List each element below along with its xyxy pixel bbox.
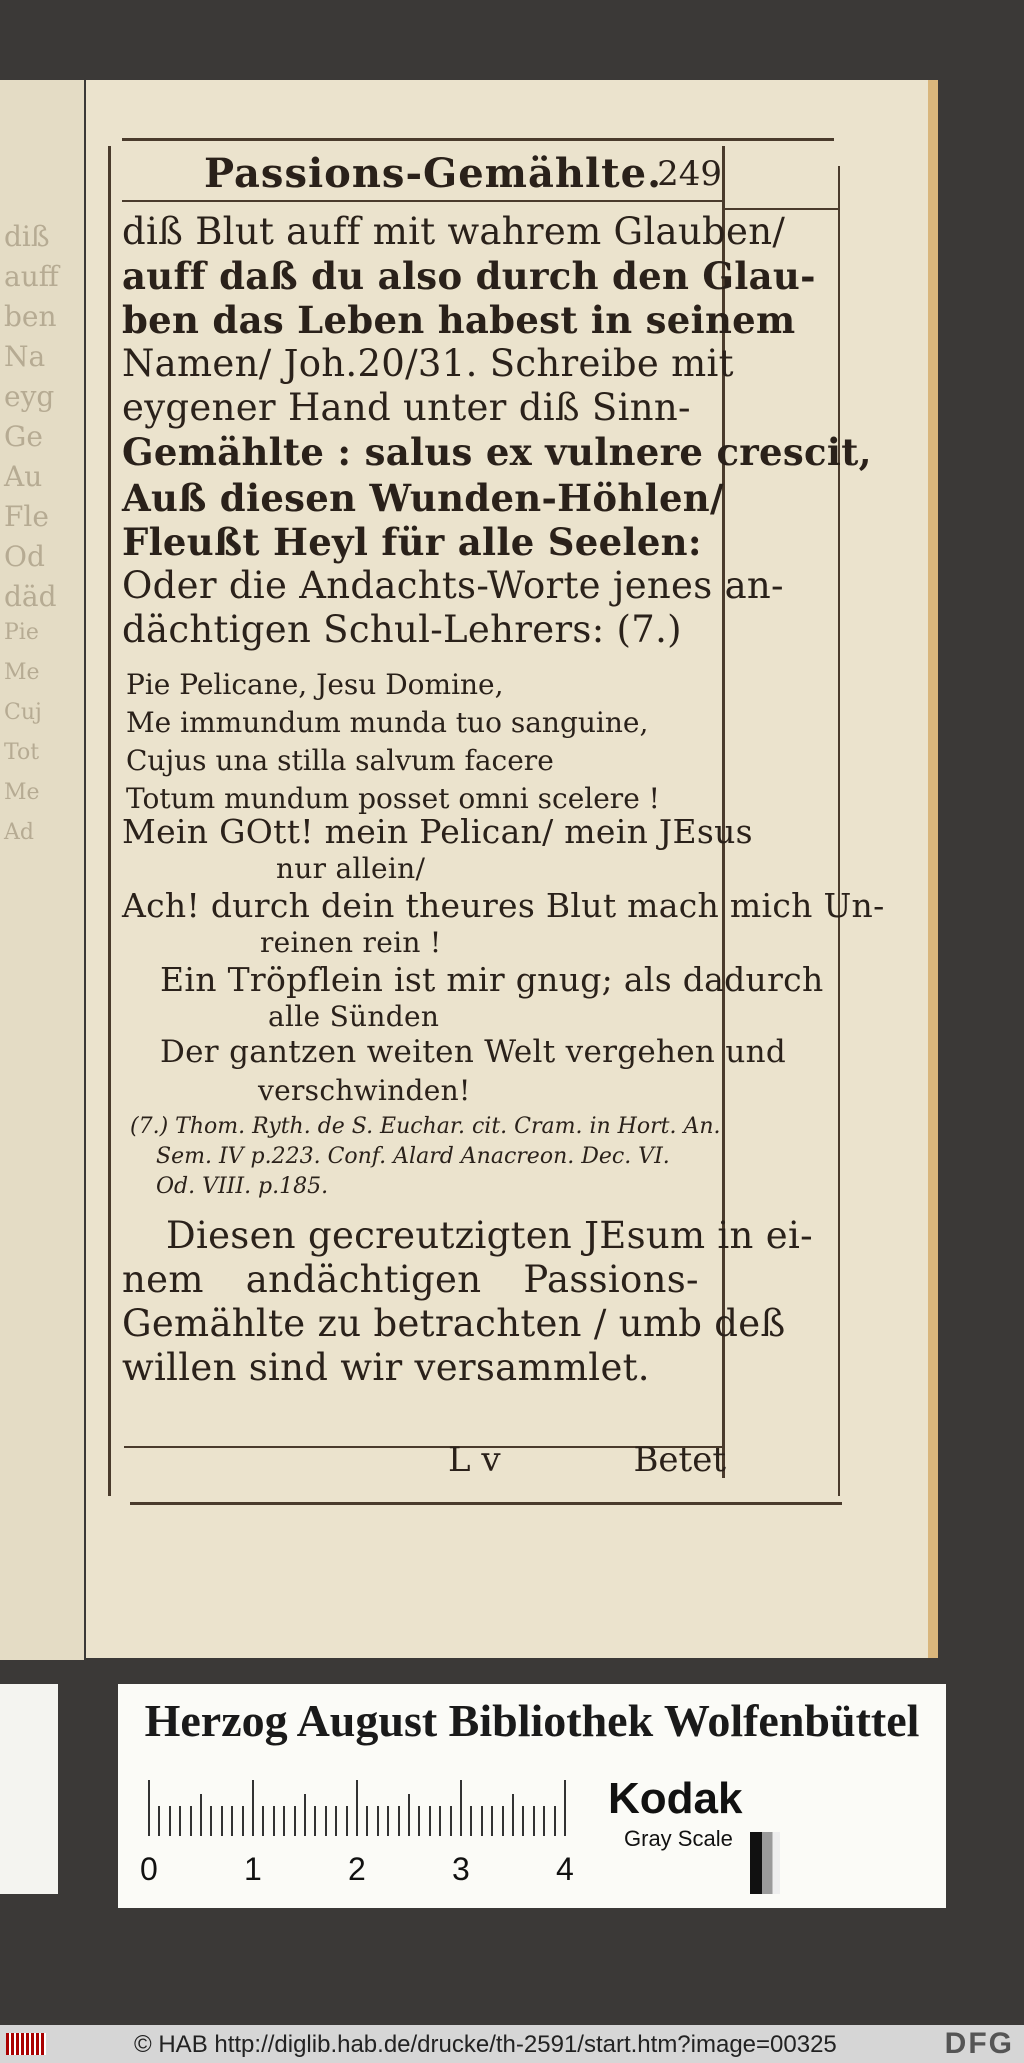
german-verse-line: alle Sünden: [268, 1000, 440, 1033]
body-line: diß Blut auff mit wahrem Glauben/: [122, 210, 786, 253]
facing-page-fragment: Au: [4, 460, 43, 493]
german-verse-line: Der gantzen weiten Welt vergehen und: [160, 1034, 787, 1070]
ruler-tick: [335, 1806, 337, 1836]
ruler-tick: [512, 1794, 514, 1836]
ruler-tick: [190, 1806, 192, 1836]
facing-page-fragment: Cuj: [4, 700, 42, 725]
closing-line: willen sind wir versammlet.: [122, 1346, 650, 1389]
ruler-tick: [273, 1806, 275, 1836]
body-line: ben das Leben habest in seinem: [122, 298, 796, 342]
closing-line: Gemählte zu betrachten / umb deß: [122, 1302, 786, 1345]
running-head: [118, 148, 730, 202]
ruler-tick: [325, 1806, 327, 1836]
facing-page-fragment: Na: [4, 340, 46, 373]
german-verse-line: Ach! durch dein theures Blut mach mich Un-: [122, 886, 885, 925]
ruler-tick: [242, 1806, 244, 1836]
ruler-tick: [460, 1780, 462, 1836]
frame-left-rule: [108, 146, 111, 1496]
ruler-tick: [169, 1806, 171, 1836]
facing-page-fragment: Me: [4, 660, 40, 685]
running-head-title: Passions-Gemählte.: [204, 150, 663, 197]
german-verse-line: Ein Tröpflein ist mir gnug; als dadurch: [160, 960, 824, 999]
german-verse-line: verschwinden!: [258, 1074, 471, 1107]
ruler-tick: [304, 1794, 306, 1836]
body-line: eygener Hand unter diß Sinn-: [122, 386, 691, 429]
page-footer-line: [118, 1440, 730, 1480]
german-verse-line: reinen rein !: [260, 926, 442, 959]
body-line: Namen/ Joh.20/31. Schreibe mit: [122, 342, 734, 385]
ruler-tick: [481, 1806, 483, 1836]
facing-page-fragment: Pie: [4, 620, 39, 645]
ruler-tick: [377, 1806, 379, 1836]
facing-page-fragment: Ad: [4, 820, 34, 845]
ruler-tick: [398, 1806, 400, 1836]
facing-page-fragment: diß: [4, 220, 50, 253]
ruler-number: 2: [348, 1851, 366, 1887]
previous-color-target-edge: [0, 1684, 58, 1894]
footnote-line: Sem. IV p.223. Conf. Alard Anacreon. Dec. VI.: [156, 1144, 670, 1169]
body-line: Oder die Andachts-Worte jenes an-: [122, 564, 784, 607]
facing-page-fragment: ben: [4, 300, 57, 333]
latin-verse-line: Cujus una stilla salvum facere: [126, 744, 554, 777]
footnote-line: Od. VIII. p.185.: [156, 1174, 329, 1199]
ruler-number: 3: [452, 1851, 470, 1887]
ruler-tick: [418, 1806, 420, 1836]
closing-line: Diesen gecreutzigten JEsum in ei-: [166, 1214, 813, 1257]
ruler-tick: [387, 1806, 389, 1836]
body-line: dächtigen Schul-Lehrers: (7.): [122, 608, 682, 651]
ruler-tick: [314, 1806, 316, 1836]
dfg-logo: DFG: [944, 2027, 1014, 2060]
latin-verse-line: Me immundum munda tuo sanguine,: [126, 706, 649, 739]
facing-page-fragment: däd: [4, 580, 57, 613]
ruler-tick: [439, 1806, 441, 1836]
institution-name: Herzog August Bibliothek Wolfenbüttel: [144, 1695, 920, 1746]
facing-page-fragment: Od: [4, 540, 45, 573]
ruler-tick: [221, 1806, 223, 1836]
frame-top-rule: [122, 138, 834, 141]
body-line: Auß diesen Wunden-Höhlen/: [122, 476, 724, 520]
facing-page-edge: [0, 80, 84, 1660]
ruler-tick: [179, 1806, 181, 1836]
frame-outer-right-rule: [838, 166, 840, 1496]
gray-scale-label: Gray Scale: [624, 1826, 733, 1851]
footnote-line: (7.) Thom. Ryth. de S. Euchar. cit. Cram. in Hort. An.: [130, 1114, 721, 1139]
ruler-tick: [356, 1780, 358, 1836]
closing-line: nem andächtigen Passions-: [122, 1258, 699, 1301]
kodak-logo: Kodak: [608, 1774, 743, 1823]
ruler-tick: [252, 1780, 254, 1836]
ruler-tick: [158, 1806, 160, 1836]
facing-page-fragment: Me: [4, 780, 40, 805]
ruler-tick: [554, 1806, 556, 1836]
ruler-tick: [210, 1806, 212, 1836]
gray-patch: [750, 1832, 780, 1894]
ruler-tick: [564, 1780, 566, 1836]
frame-bottom-rule: [130, 1502, 842, 1505]
page-number: 249: [657, 154, 722, 194]
ruler-tick: [429, 1806, 431, 1836]
ruler-tick: [533, 1806, 535, 1836]
facing-page-fragment: Fle: [4, 500, 49, 533]
ruler-tick: [502, 1806, 504, 1836]
german-verse-line: nur allein/: [276, 852, 426, 885]
ruler-tick: [231, 1806, 233, 1836]
color-calibration-card: [118, 1684, 946, 1908]
ruler-tick: [283, 1806, 285, 1836]
footer-bar: [0, 2025, 1024, 2063]
ruler-tick: [148, 1780, 150, 1836]
ruler-number: 4: [556, 1851, 574, 1887]
ruler-tick: [491, 1806, 493, 1836]
signature-mark: L v: [448, 1440, 501, 1480]
ruler-scale: [140, 1772, 648, 1892]
hab-logo-icon: [6, 2033, 46, 2055]
german-verse-line: Mein GOtt! mein Pelican/ mein JEsus: [122, 812, 753, 851]
ruler-tick: [470, 1806, 472, 1836]
facing-page-fragment: auff: [4, 260, 59, 293]
facing-page-fragment: eyg: [4, 380, 55, 413]
ruler-tick: [366, 1806, 368, 1836]
ruler-tick: [543, 1806, 545, 1836]
ruler-tick: [346, 1806, 348, 1836]
latin-verse-line: Pie Pelicane, Jesu Domine,: [126, 668, 504, 701]
ruler-tick: [522, 1806, 524, 1836]
copyright-url[interactable]: © HAB http://diglib.hab.de/drucke/th-2591/start.htm?image=00325: [134, 2031, 837, 2058]
printed-text-block: [118, 148, 885, 1480]
ruler-tick: [294, 1806, 296, 1836]
facing-page-fragment: Tot: [4, 740, 40, 765]
ruler-tick: [200, 1794, 202, 1836]
facing-page-fragment: Ge: [4, 420, 43, 453]
body-line: auff daß du also durch den Glau-: [122, 254, 816, 298]
latin-verse-line: Totum mundum posset omni scelere !: [126, 782, 660, 815]
catchword: Betet: [633, 1440, 726, 1480]
ruler-tick: [262, 1806, 264, 1836]
body-line: Fleußt Heyl für alle Seelen:: [122, 520, 702, 564]
ruler-number: 0: [140, 1851, 158, 1887]
ruler-tick: [450, 1806, 452, 1836]
ruler-tick: [408, 1794, 410, 1836]
ruler-number: 1: [244, 1851, 262, 1887]
body-line: Gemählte : salus ex vulnere crescit,: [122, 430, 872, 474]
